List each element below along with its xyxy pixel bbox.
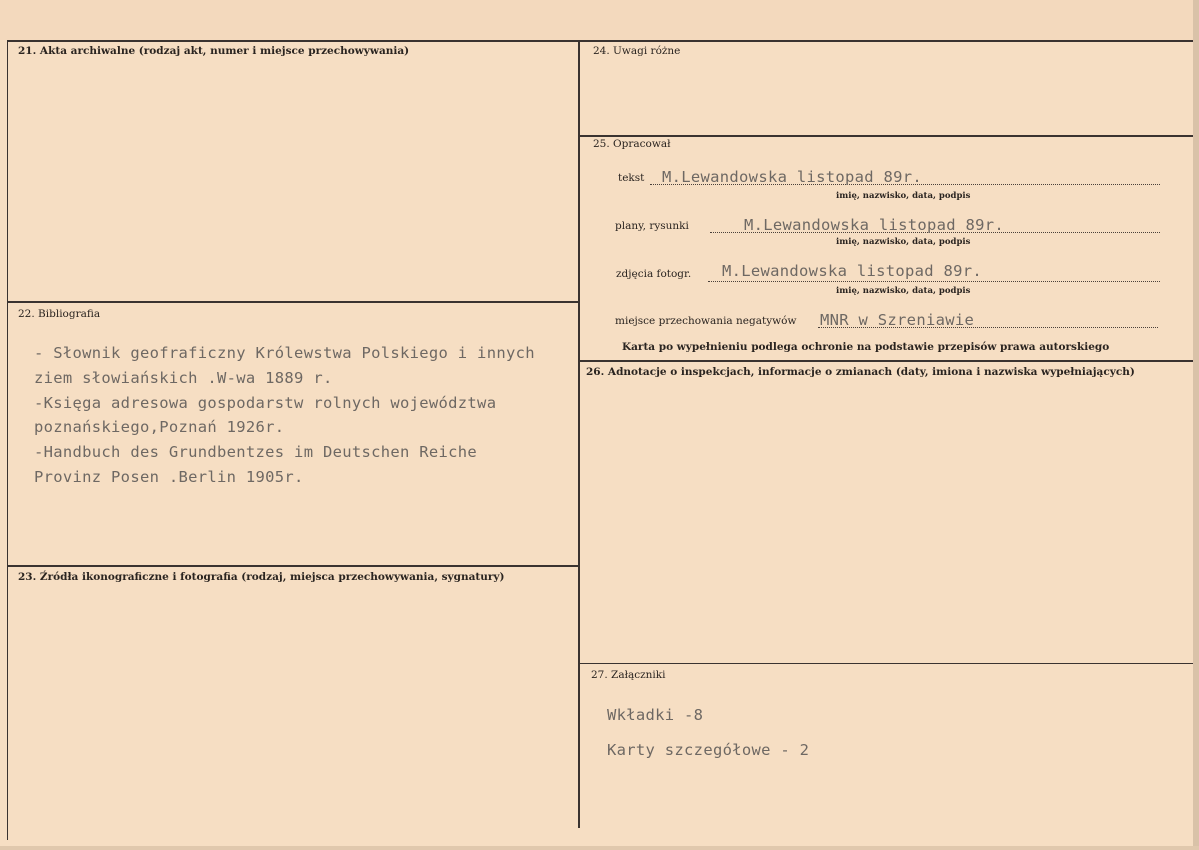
section-22-title: 22. Bibliografia [18,308,101,320]
card-top-band [0,0,1199,40]
zdjecia-value: M.Lewandowska listopad 89r. [722,262,983,280]
rule-25-26 [580,360,1193,362]
negatywy-label: miejsce przechowania negatywów [615,315,797,327]
tekst-caption: imię, nazwisko, data, podpis [836,191,971,201]
center-divider [578,40,580,828]
tekst-label: tekst [618,172,645,184]
section-26-title: 26. Adnotacje o inspekcjach, informacje o zmianach (daty, imiona i nazwiska wypełniających) [586,366,1135,378]
bibliography-line: - Słownik geofraficzny Królewstwa Polskiego i innych [34,344,535,362]
negatywy-value: MNR w Szreniawie [820,311,975,329]
card-bottom-edge [0,846,1199,850]
section-21-title: 21. Akta archiwalne (rodzaj akt, numer i miejsce przechowywania) [18,45,410,57]
section-23-title: 23. Źródła ikonograficzne i fotografia (rodzaj, miejsca przechowywania, sygnatury) [18,571,505,583]
left-border [7,40,8,840]
tekst-value: M.Lewandowska listopad 89r. [662,168,923,186]
bibliography-line: Provinz Posen .Berlin 1905r. [34,468,304,486]
copyright-note: Karta po wypełnieniu podlega ochronie na podstawie przepisów prawa autorskiego [622,341,1110,353]
section-27-title: 27. Załączniki [591,669,666,681]
plany-value: M.Lewandowska listopad 89r. [744,216,1005,234]
rule-21-22 [7,301,580,303]
plany-label: plany, rysunki [615,220,689,232]
bibliography-line: -Księga adresowa gospodarstw rolnych województwa [34,394,497,412]
plany-caption: imię, nazwisko, data, podpis [836,237,971,247]
top-rule [7,40,1193,42]
zdjecia-label: zdjęcia fotogr. [616,268,692,280]
section-24-title: 24. Uwagi różne [593,45,681,57]
rule-24-25 [580,135,1193,137]
zdjecia-dotted-line [708,281,1160,282]
attachment-line: Wkładki -8 [607,706,704,724]
card-right-edge [1193,0,1199,850]
bibliography-line: -Handbuch des Grundbentzes im Deutschen Reiche [34,443,478,461]
bibliography-line: poznańskiego,Poznań 1926r. [34,418,285,436]
rule-26-27 [580,663,1193,664]
attachment-line: Karty szczegółowe - 2 [607,741,810,759]
section-25-title: 25. Opracował [593,138,671,150]
zdjecia-caption: imię, nazwisko, data, podpis [836,286,971,296]
rule-22-23 [7,565,580,567]
bibliography-line: ziem słowiańskich .W-wa 1889 r. [34,369,333,387]
